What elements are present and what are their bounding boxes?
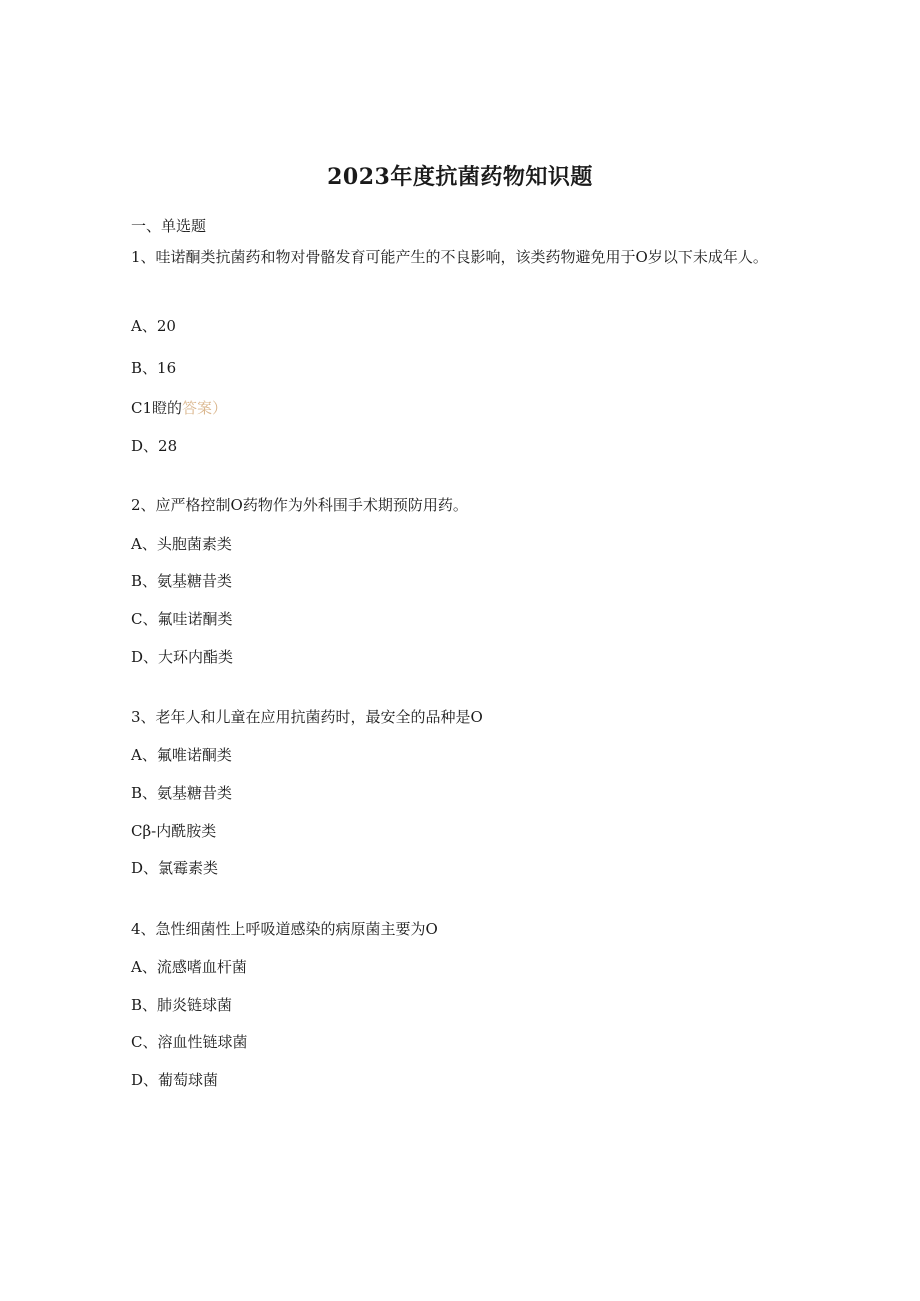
question-4-option-c: C、溶血性链球菌: [131, 1033, 248, 1051]
question-3-option-b: B、氨基糖昔类: [131, 784, 233, 802]
question-2-stem: 2、应严格控制O药物作为外科围手术期预防用药。: [131, 496, 468, 514]
question-4-option-b: B、肺炎链球菌: [131, 996, 233, 1014]
question-2-option-d: D、大环内酯类: [131, 648, 234, 666]
question-2-option-c: C、氟哇诺酮类: [131, 610, 233, 628]
question-4-option-d: D、葡萄球菌: [131, 1071, 219, 1089]
question-3-option-c: Cβ-内酰胺类: [131, 822, 217, 840]
answer-note: 答案）: [182, 399, 228, 417]
question-3-option-a: A、氟唯诺酮类: [131, 746, 232, 764]
question-1-option-c-text: C1瞪的: [131, 399, 183, 417]
question-1-option-b: B、16: [131, 359, 177, 377]
question-2-option-a: A、头胞菌素类: [131, 535, 232, 553]
question-3-stem: 3、老年人和儿童在应用抗菌药时，最安全的品种是O: [131, 708, 483, 726]
page-title: 2023年度抗菌药物知识题: [327, 164, 593, 190]
question-4-stem: 4、急性细菌性上呼吸道感染的病原菌主要为O: [131, 920, 438, 938]
section-heading: 一、单选题: [131, 217, 207, 235]
question-1-option-d: D、28: [131, 437, 178, 455]
question-1-option-a: A、20: [131, 317, 176, 335]
question-1-stem: 1、哇诺酮类抗菌药和物对骨骼发育可能产生的不良影响，该类药物避免用于O岁以下未成年人。: [131, 248, 768, 266]
question-2-option-b: B、氨基糖昔类: [131, 572, 233, 590]
question-1-option-c: [131, 397, 227, 419]
question-4-option-a: A、流感嗜血杆菌: [131, 958, 247, 976]
question-3-option-d: D、氯霉素类: [131, 859, 219, 877]
